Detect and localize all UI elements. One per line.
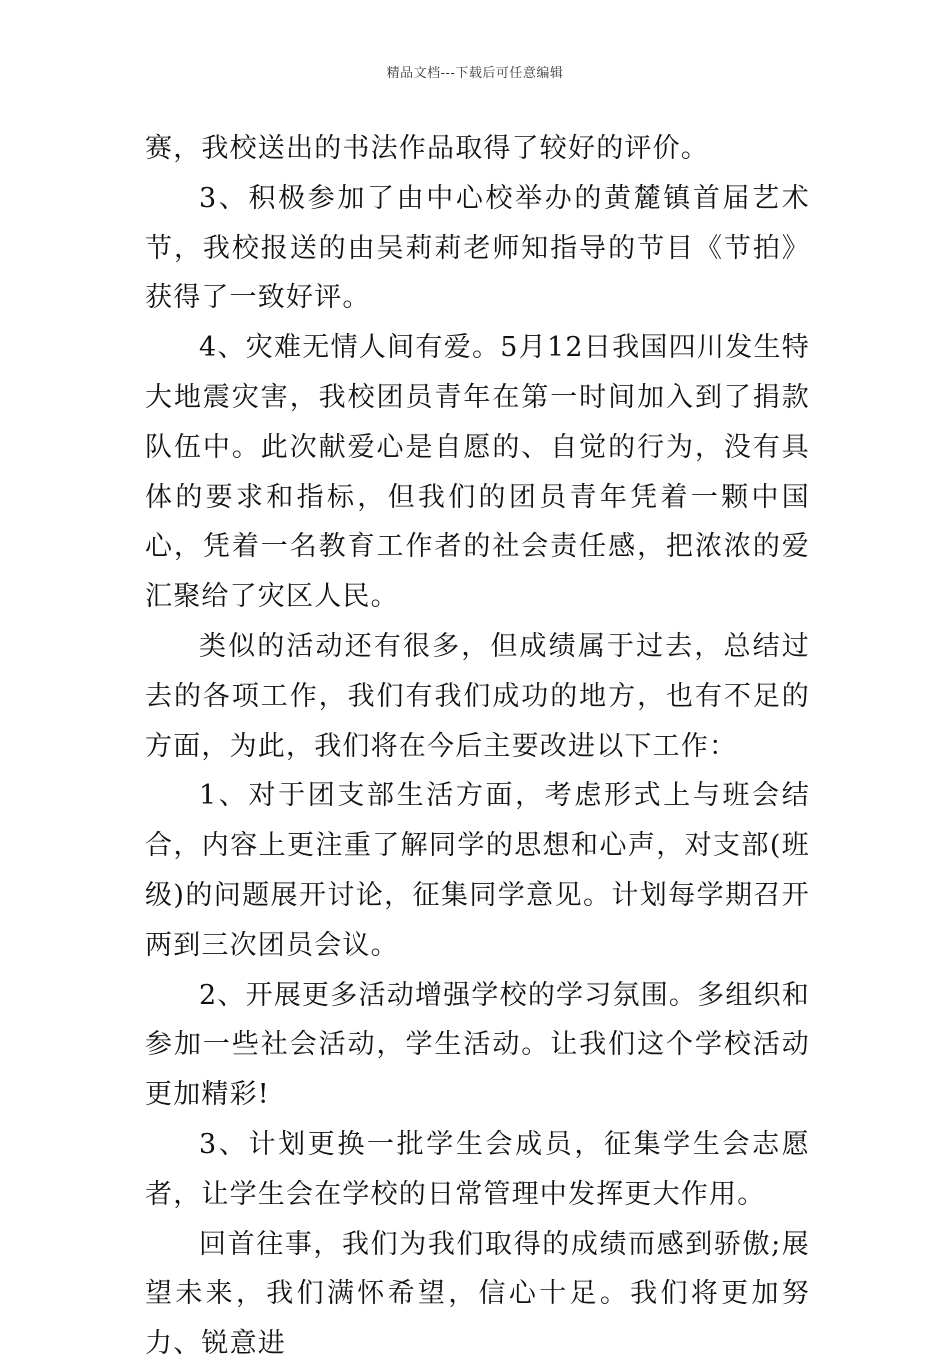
paragraph-continuation: 赛，我校送出的书法作品取得了较好的评价。 (145, 133, 709, 164)
paragraph-plan-1: 1、对于团支部生活方面，考虑形式上与班会结合，内容上更注重了解同学的思想和心声，对支部(班级)的问题展开讨论，征集同学意见。计划每学期召开两到三次团员会议。 (145, 780, 810, 961)
page-header: 精品文档---下载后可任意编辑 (386, 66, 564, 81)
paragraph-conclusion: 回首往事，我们为我们取得的成绩而感到骄傲;展望未来，我们满怀希望，信心十足。我们将更加努力、锐意进 (145, 1228, 810, 1360)
paragraph-item-3-art-festival: 3、积极参加了由中心校举办的黄麓镇首届艺术节，我校报送的由吴莉莉老师知指导的节目《节拍》获得了一致好评。 (145, 182, 810, 314)
paragraph-summary: 类似的活动还有很多，但成绩属于过去，总结过去的各项工作，我们有我们成功的地方，也有不足的方面，为此，我们将在今后主要改进以下工作： (145, 630, 810, 762)
document-body (145, 124, 810, 1369)
paragraph-plan-3: 3、计划更换一批学生会成员，征集学生会志愿者，让学生会在学校的日常管理中发挥更大作用。 (145, 1128, 810, 1210)
paragraph-plan-2: 2、开展更多活动增强学校的学习氛围。多组织和参加一些社会活动，学生活动。让我们这个学校活动更加精彩! (145, 979, 810, 1111)
paragraph-item-4-disaster-donation: 4、灾难无情人间有爱。5月12日我国四川发生特大地震灾害，我校团员青年在第一时间加入到了捐款队伍中。此次献爱心是自愿的、自觉的行为，没有具体的要求和指标，但我们的团员青年凭着一颗中国心，凭着一名教育工作者的社会责任感，把浓浓的爱汇聚给了灾区人民。 (145, 332, 810, 613)
